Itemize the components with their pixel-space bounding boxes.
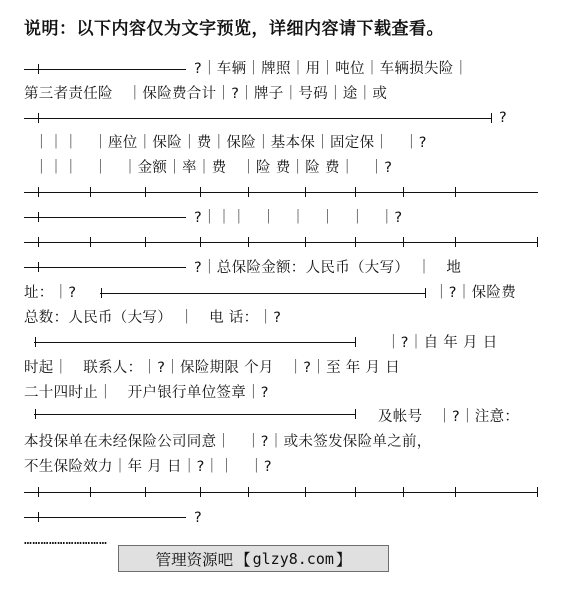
table-rule-tick — [248, 187, 249, 197]
form-line: 址：｜? — [24, 285, 77, 301]
table-rule-tick — [248, 487, 249, 497]
table-rule-tick — [38, 64, 39, 74]
table-rule-tick — [90, 237, 91, 247]
table-rule-tick — [355, 187, 356, 197]
table-rule-tick — [403, 187, 404, 197]
table-rule-tick — [38, 262, 39, 272]
preview-notice-heading: 说明：以下内容仅为文字预览，详细内容请下载查看。 — [24, 19, 444, 39]
form-line: 本投保单在未经保险公司同意｜ ｜?｜或未签发保险单之前， — [24, 434, 432, 450]
table-rule-tick — [200, 487, 201, 497]
table-rule-tick — [425, 288, 426, 298]
form-line: ｜｜｜ ｜座位｜保险｜费｜保险｜基本保｜固定保｜ ｜? — [34, 135, 427, 151]
form-line: ? — [499, 110, 507, 126]
watermark-site-name: 管理资源吧 — [155, 550, 234, 569]
table-rule-tick — [355, 237, 356, 247]
watermark-bracket-close: 】 — [335, 550, 352, 569]
table-rule-tick — [305, 487, 306, 497]
table-rule — [24, 192, 538, 193]
table-rule-tick — [355, 487, 356, 497]
table-rule-tick — [455, 237, 456, 247]
table-rule-tick — [248, 237, 249, 247]
form-line: ?｜车辆｜牌照｜用｜吨位｜车辆损失险｜ — [194, 61, 469, 77]
source-watermark — [118, 545, 389, 572]
table-rule-tick — [305, 187, 306, 197]
table-rule — [34, 414, 356, 415]
table-rule-tick — [38, 237, 39, 247]
form-line: ｜?｜保险费 — [434, 285, 516, 301]
form-line: 不生保险效力｜年 月 日｜?｜｜ ｜? — [24, 459, 272, 475]
form-line: ｜｜｜ ｜ ｜金额｜率｜费 ｜险 费｜险 费｜ ｜? — [34, 160, 393, 176]
table-rule-tick — [38, 113, 39, 123]
table-rule-tick — [145, 237, 146, 247]
table-rule-tick — [35, 409, 36, 419]
table-rule-tick — [355, 337, 356, 347]
table-rule-tick — [38, 512, 39, 522]
table-rule-tick — [355, 409, 356, 419]
form-line: 二十四时止｜ 开户银行单位签章｜? — [24, 385, 269, 401]
table-rule-tick — [455, 487, 456, 497]
table-rule-tick — [35, 337, 36, 347]
form-line: ?｜总保险金额：人民币（大写） ｜ 地 — [194, 260, 462, 276]
table-rule-tick — [200, 187, 201, 197]
table-rule — [24, 242, 538, 243]
form-line: ?｜｜｜ ｜ ｜ ｜ ｜ ｜? — [194, 210, 403, 226]
table-rule-tick — [403, 237, 404, 247]
form-line: 时起｜ 联系人：｜?｜保险期限 个月 ｜?｜至 年 月 日 — [24, 360, 401, 376]
form-line: 总数：人民币（大写） ｜ 电 话：｜? — [24, 310, 282, 326]
form-line: 及帐号 ｜?｜注意： — [378, 409, 520, 425]
table-rule-tick — [38, 187, 39, 197]
form-line: ｜?｜自 年 月 日 — [386, 335, 498, 351]
table-rule-tick — [145, 487, 146, 497]
table-rule — [24, 69, 186, 70]
table-rule-tick — [455, 187, 456, 197]
table-rule-tick — [38, 212, 39, 222]
table-rule-tick — [537, 237, 538, 247]
table-rule-tick — [200, 237, 201, 247]
table-rule-tick — [145, 187, 146, 197]
table-rule-tick — [491, 113, 492, 123]
form-line: 第三者责任险 ｜保险费合计｜?｜牌子｜号码｜途｜或 — [24, 86, 388, 102]
table-rule — [34, 342, 356, 343]
table-rule-tick — [101, 288, 102, 298]
table-rule — [24, 118, 492, 119]
table-rule-tick — [38, 487, 39, 497]
table-rule — [24, 217, 186, 218]
table-rule-tick — [537, 487, 538, 497]
watermark-url: glzy8.com — [252, 549, 334, 568]
form-line: ? — [194, 510, 202, 526]
table-rule-tick — [403, 487, 404, 497]
watermark-bracket-open: 【 — [235, 550, 251, 569]
table-rule — [24, 492, 538, 493]
table-rule-tick — [90, 487, 91, 497]
table-rule — [24, 517, 186, 518]
table-rule-tick — [305, 237, 306, 247]
table-rule — [100, 293, 426, 294]
dotted-leader: ………………………… — [24, 533, 108, 548]
table-rule-tick — [90, 187, 91, 197]
table-rule — [24, 267, 186, 268]
